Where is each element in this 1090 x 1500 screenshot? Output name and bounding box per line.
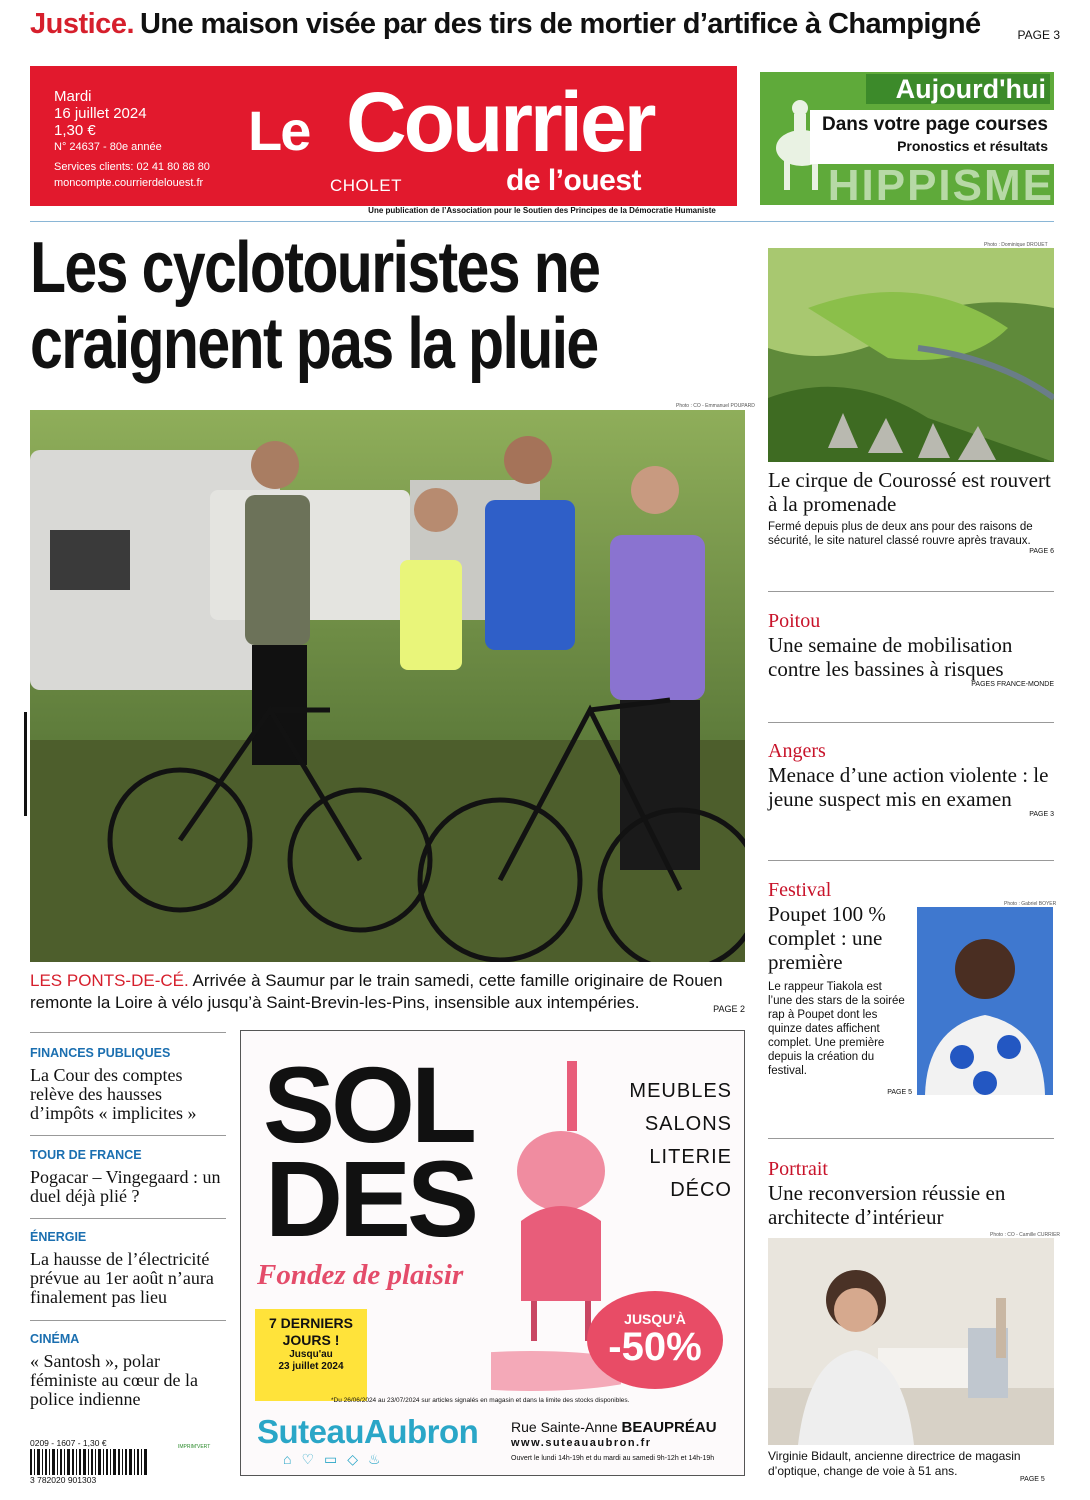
caption-page: PAGE 2 — [713, 1004, 745, 1014]
brief-kicker: ÉNERGIE — [30, 1230, 87, 1244]
publication-line — [30, 206, 1054, 222]
cirque-page: PAGE 6 — [1029, 548, 1054, 555]
divider — [768, 1138, 1054, 1139]
main-photo[interactable] — [30, 410, 745, 962]
portrait-title: Une reconversion réussie en architecte d’intérieur — [768, 1181, 1006, 1229]
advert-categories — [629, 1075, 732, 1207]
promo-line-1: JUSQU'À — [624, 1311, 686, 1327]
address-street: Rue Sainte-Anne — [511, 1419, 618, 1435]
days-line-1: 7 DERNIERS — [268, 1315, 354, 1331]
days-line-3: Jusqu'au — [289, 1349, 333, 1360]
brief-kicker: TOUR DE FRANCE — [30, 1148, 142, 1162]
story-cirque[interactable] — [768, 468, 1054, 555]
logo-courrier: Courrier — [346, 75, 654, 169]
advert-category: SALONS — [644, 1113, 732, 1135]
portrait-caption: Virginie Bidault, ancienne directrice de magasin d’optique, change de voie à 51 ans. — [768, 1449, 1021, 1478]
angers-page: PAGE 3 — [1029, 811, 1054, 818]
hippisme-wordmark: HIPPISME — [827, 161, 1054, 205]
festival-title: Poupet 100 % complet : une première — [768, 902, 886, 974]
hippisme-line-2: Pronostics et résultats — [897, 138, 1048, 154]
teaser-kicker: Justice. — [30, 8, 134, 40]
advert-slogan: Fondez de plaisir — [257, 1259, 464, 1291]
margin-mark — [24, 712, 27, 816]
brief-kicker: CINÉMA — [30, 1332, 80, 1346]
advert-url[interactable]: www.suteauaubron.fr — [511, 1437, 652, 1449]
festival-page: PAGE 5 — [887, 1089, 912, 1096]
top-teaser[interactable] — [30, 8, 1060, 52]
hippisme-today: Aujourd'hui — [866, 74, 1050, 104]
portrait-kicker: Portrait — [768, 1158, 828, 1180]
cirque-summary: Fermé depuis plus de deux ans pour des raisons de sécurité, le site naturel classé rouvre après travaux. — [768, 521, 1033, 547]
portrait-page: PAGE 5 — [1020, 1476, 1045, 1483]
brief-title: Pogacar – Vingegaard : un duel déjà plié ? — [30, 1167, 221, 1206]
barcode — [30, 1438, 230, 1488]
festival-photo[interactable] — [917, 907, 1053, 1095]
brief-tour-de-france[interactable] — [30, 1148, 226, 1206]
masthead-meta — [54, 88, 210, 191]
angers-kicker: Angers — [768, 740, 826, 762]
headline-line-2: craignent pas la pluie — [30, 304, 598, 384]
valley-landscape-image — [768, 248, 1054, 462]
logo-ouest: de l’ouest — [506, 164, 642, 197]
days-line-2: JOURS ! — [282, 1332, 340, 1348]
teaser-page: PAGE 3 — [1017, 28, 1060, 42]
advert-category: LITERIE — [649, 1146, 732, 1168]
advert-legal: *Du 26/06/2024 au 23/07/2024 sur articles signalés en magasin et dans la limite des stocks disponibles. — [331, 1397, 630, 1404]
story-festival[interactable] — [768, 878, 908, 1078]
barcode-bars-icon — [30, 1449, 148, 1475]
story-poitou[interactable] — [768, 609, 1054, 688]
divider — [30, 1218, 226, 1219]
edition-name: CHOLET — [330, 176, 402, 195]
main-caption — [30, 970, 745, 1014]
angers-title: Menace d’une action violente : le jeune suspect mis en examen — [768, 763, 1049, 811]
advert-brand: SuteauAubron — [257, 1413, 479, 1450]
masthead — [30, 66, 737, 206]
poitou-kicker: Poitou — [768, 610, 821, 632]
story-portrait[interactable] — [768, 1157, 1054, 1229]
issue-number: N° 24637 - 80e année — [54, 141, 162, 153]
divider — [30, 1320, 226, 1321]
advert-soldes[interactable] — [240, 1030, 745, 1476]
logo-le: Le — [248, 99, 310, 162]
address-city: BEAUPRÉAU — [621, 1419, 717, 1436]
main-headline[interactable] — [30, 230, 752, 382]
divider — [768, 860, 1054, 861]
advert-discount-badge — [587, 1291, 723, 1389]
promo-line-2: -50% — [608, 1325, 702, 1369]
woman-portrait-image — [768, 1238, 1054, 1445]
advert-last-days — [255, 1309, 367, 1401]
publication-text: Une publication de l’Association pour le Soutien des Principes de la Démocratie Humaniste — [368, 206, 716, 215]
story-angers[interactable] — [768, 739, 1054, 818]
brief-energie[interactable] — [30, 1230, 226, 1307]
account-url[interactable]: moncompte.courrierdelouest.fr — [54, 177, 204, 189]
side-photo-credit: Photo : Dominique DROUET — [984, 242, 1048, 248]
divider — [768, 591, 1054, 592]
advert-sol: SOL — [263, 1044, 474, 1165]
advert-des: DES — [265, 1138, 476, 1259]
brief-title: La hausse de l’électricité prévue au 1er août n’aura finalement pas lieu — [30, 1249, 214, 1307]
portrait-credit: Photo : CO - Camille CURRIER — [990, 1232, 1061, 1238]
divider — [768, 722, 1054, 723]
advert-category: DÉCO — [670, 1179, 732, 1201]
services-phone: Services clients: 02 41 80 88 80 — [54, 161, 210, 173]
teaser-title: Une maison visée par des tirs de mortier d’artifice à Champigné — [140, 8, 981, 40]
barcode-number: 3 782020 901303 — [30, 1475, 97, 1485]
festival-summary: Le rappeur Tiakola est l’une des stars de la soirée rap à Poupet dont les quinze dates affichent complet. Une première depuis la création du festival. — [768, 981, 905, 1077]
brief-finances[interactable] — [30, 1046, 226, 1123]
hippisme-line-1: Dans votre page courses — [822, 114, 1048, 135]
hippisme-promo[interactable] — [760, 72, 1054, 205]
advert-hours: Ouvert le lundi 14h-19h et du mardi au samedi 9h-12h et 14h-19h — [511, 1455, 715, 1462]
portrait-photo[interactable] — [768, 1238, 1054, 1445]
cirque-photo[interactable] — [768, 248, 1054, 462]
caption-place: LES PONTS-DE-CÉ. — [30, 971, 189, 990]
caption-text: Arrivée à Saumur par le train samedi, cette famille originaire de Rouen remonte la Loire à vélo jusqu’à Saint-Brevin-les-Pins, insensible aux intempéries. — [30, 971, 723, 1012]
festival-credit: Photo : Gabriel BOYER — [1004, 901, 1057, 907]
advert-category: MEUBLES — [629, 1080, 732, 1102]
imprim-vert-label: IMPRIM'VERT — [178, 1444, 211, 1450]
brief-title: La Cour des comptes relève des hausses d’impôts « implicites » — [30, 1065, 197, 1123]
divider — [30, 1032, 226, 1033]
days-line-4: 23 juillet 2024 — [278, 1361, 344, 1372]
advert-address — [511, 1419, 717, 1436]
headline-line-1: Les cyclotouristes ne — [30, 228, 600, 308]
brief-cinema[interactable] — [30, 1332, 226, 1409]
poitou-title: Une semaine de mobilisation contre les bassines à risques — [768, 633, 1013, 681]
poitou-page: PAGES FRANCE-MONDE — [971, 681, 1054, 688]
rapper-portrait-image — [917, 907, 1053, 1095]
advert-furniture-icons: ⌂♡▭◇♨ — [283, 1451, 391, 1467]
issue-price: 1,30 € — [54, 122, 96, 139]
issue-day: Mardi — [54, 88, 92, 105]
brief-kicker: FINANCES PUBLIQUES — [30, 1046, 171, 1060]
divider — [30, 1135, 226, 1136]
festival-kicker: Festival — [768, 879, 832, 901]
barcode-top-text: 0209 - 1607 - 1,30 € — [30, 1438, 107, 1448]
brief-title: « Santosh », polar féministe au cœur de la police indienne — [30, 1351, 198, 1409]
issue-date: 16 juillet 2024 — [54, 105, 147, 122]
main-photo-credit: Photo : CO - Emmanuel POUPARD — [676, 403, 755, 409]
cyclists-photo-image — [30, 410, 745, 962]
cirque-title: Le cirque de Courossé est rouvert à la promenade — [768, 468, 1051, 516]
